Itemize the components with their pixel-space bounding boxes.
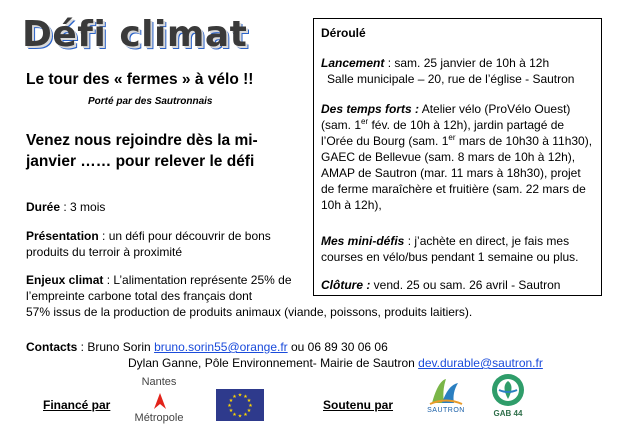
programme-heading: Déroulé bbox=[321, 26, 366, 40]
svg-text:★: ★ bbox=[232, 394, 237, 400]
gab44-emblem-icon bbox=[487, 372, 529, 408]
closing-paragraph bbox=[321, 277, 596, 293]
mini-challenges-paragraph bbox=[321, 233, 596, 265]
closing-text: vend. 25 ou sam. 26 avril - Sautron bbox=[370, 278, 561, 292]
contacts-label: Contacts bbox=[26, 340, 78, 354]
svg-text:★: ★ bbox=[246, 408, 252, 414]
svg-text:★: ★ bbox=[232, 412, 237, 418]
presentation-paragraph bbox=[26, 228, 306, 260]
eu-flag-icon bbox=[216, 389, 264, 421]
issues-text: : L’alimentation représente 25% de l’empreinte carbone total des français dont bbox=[26, 273, 292, 303]
highlights-label: Des temps forts : bbox=[321, 102, 420, 116]
carried-by: Porté par des Sautronnais bbox=[88, 96, 213, 107]
svg-text:★: ★ bbox=[248, 403, 253, 409]
sautron-emblem-icon bbox=[428, 377, 464, 407]
launch-location: Salle municipale – 20, rue de l’église - Sautron bbox=[327, 72, 575, 86]
mini-challenges-text: : j’achète en direct, je fais mes courses en vélo/bus pendant 1 semaine ou plus. bbox=[321, 234, 579, 264]
nantes-logo-line-2: Métropole bbox=[134, 412, 184, 424]
launch-text: : sam. 25 janvier de 10h à 12h bbox=[384, 56, 550, 70]
closing-label: Clôture : bbox=[321, 278, 371, 292]
programme-box bbox=[313, 18, 602, 296]
launch-paragraph bbox=[321, 55, 596, 87]
mini-challenges-label: Mes mini-défis bbox=[321, 234, 405, 248]
financed-by-label: Financé par bbox=[43, 398, 111, 412]
svg-text:★: ★ bbox=[237, 413, 243, 420]
email-link-bruno[interactable]: bruno.sorin55@orange.fr bbox=[154, 340, 288, 354]
gab44-logo-text: GAB 44 bbox=[493, 409, 523, 418]
svg-text:★: ★ bbox=[228, 398, 234, 404]
highlights-text-a: Atelier vélo (ProVélo Ouest) (sam. 1 bbox=[321, 102, 571, 132]
issues-text-continued: 57% issus de la production de produits animaux (viande, poissons, produits laitiers). bbox=[26, 305, 473, 319]
highlights-text-c: mars de 10h30 à 11h30), GAEC de Bellevue (sam. 8 mars de 10h à 12h), AMAP de Sautron (mar. 11 mars à 18h30), projet de ferme maraîchère et fruitière (sam. 22 mars de 10h à 12h), bbox=[321, 134, 593, 212]
duration-label: Durée bbox=[26, 200, 61, 214]
duration-text: : 3 mois bbox=[60, 200, 106, 214]
contact-1-name: : Bruno Sorin bbox=[77, 340, 155, 354]
invite-text: Venez nous rejoindre dès la mi-janvier …… pour relever le défi bbox=[26, 132, 258, 170]
svg-text:★: ★ bbox=[243, 412, 248, 418]
contact-2-name: Dylan Ganne, Pôle Environnement- Mairie de Sautron bbox=[128, 356, 419, 370]
contacts-line-1 bbox=[26, 339, 388, 355]
email-link-dev-durable[interactable]: dev.durable@sautron.fr bbox=[418, 356, 543, 370]
highlights-paragraph bbox=[321, 101, 596, 213]
sautron-logo bbox=[428, 377, 464, 417]
svg-text:★: ★ bbox=[227, 403, 232, 409]
duration-paragraph bbox=[26, 199, 105, 215]
svg-text:★: ★ bbox=[246, 398, 252, 404]
sautron-logo-text: SAUTRON bbox=[427, 407, 465, 414]
nantes-logo-line-1: Nantes bbox=[141, 376, 177, 388]
svg-text:★: ★ bbox=[237, 392, 243, 399]
issues-label: Enjeux climat bbox=[26, 273, 104, 287]
gab44-logo bbox=[487, 372, 529, 432]
nantes-metropole-logo bbox=[126, 376, 192, 428]
contacts-line-2 bbox=[128, 355, 543, 371]
svg-text:★: ★ bbox=[243, 394, 248, 400]
launch-label: Lancement bbox=[321, 56, 385, 70]
subtitle: Le tour des « fermes » à vélo !! bbox=[26, 71, 254, 88]
nantes-arrow-icon bbox=[153, 392, 167, 410]
ordinal-sup-2: er bbox=[448, 133, 456, 142]
issues-paragraph bbox=[26, 272, 316, 304]
contact-1-phone: ou 06 89 30 06 06 bbox=[287, 340, 388, 354]
presentation-label: Présentation bbox=[26, 229, 99, 243]
page-title: Défi climat bbox=[22, 14, 248, 55]
presentation-text: : un défi pour découvrir de bons produits du terroir à proximité bbox=[26, 229, 271, 259]
highlights-text-b: fév. de 10h à 12h), jardin partagé de l’Orée du Bourg (sam. 1 bbox=[321, 118, 565, 148]
ordinal-sup-1: er bbox=[361, 117, 369, 126]
svg-text:★: ★ bbox=[228, 408, 234, 414]
supported-by-label: Soutenu par bbox=[323, 398, 394, 412]
